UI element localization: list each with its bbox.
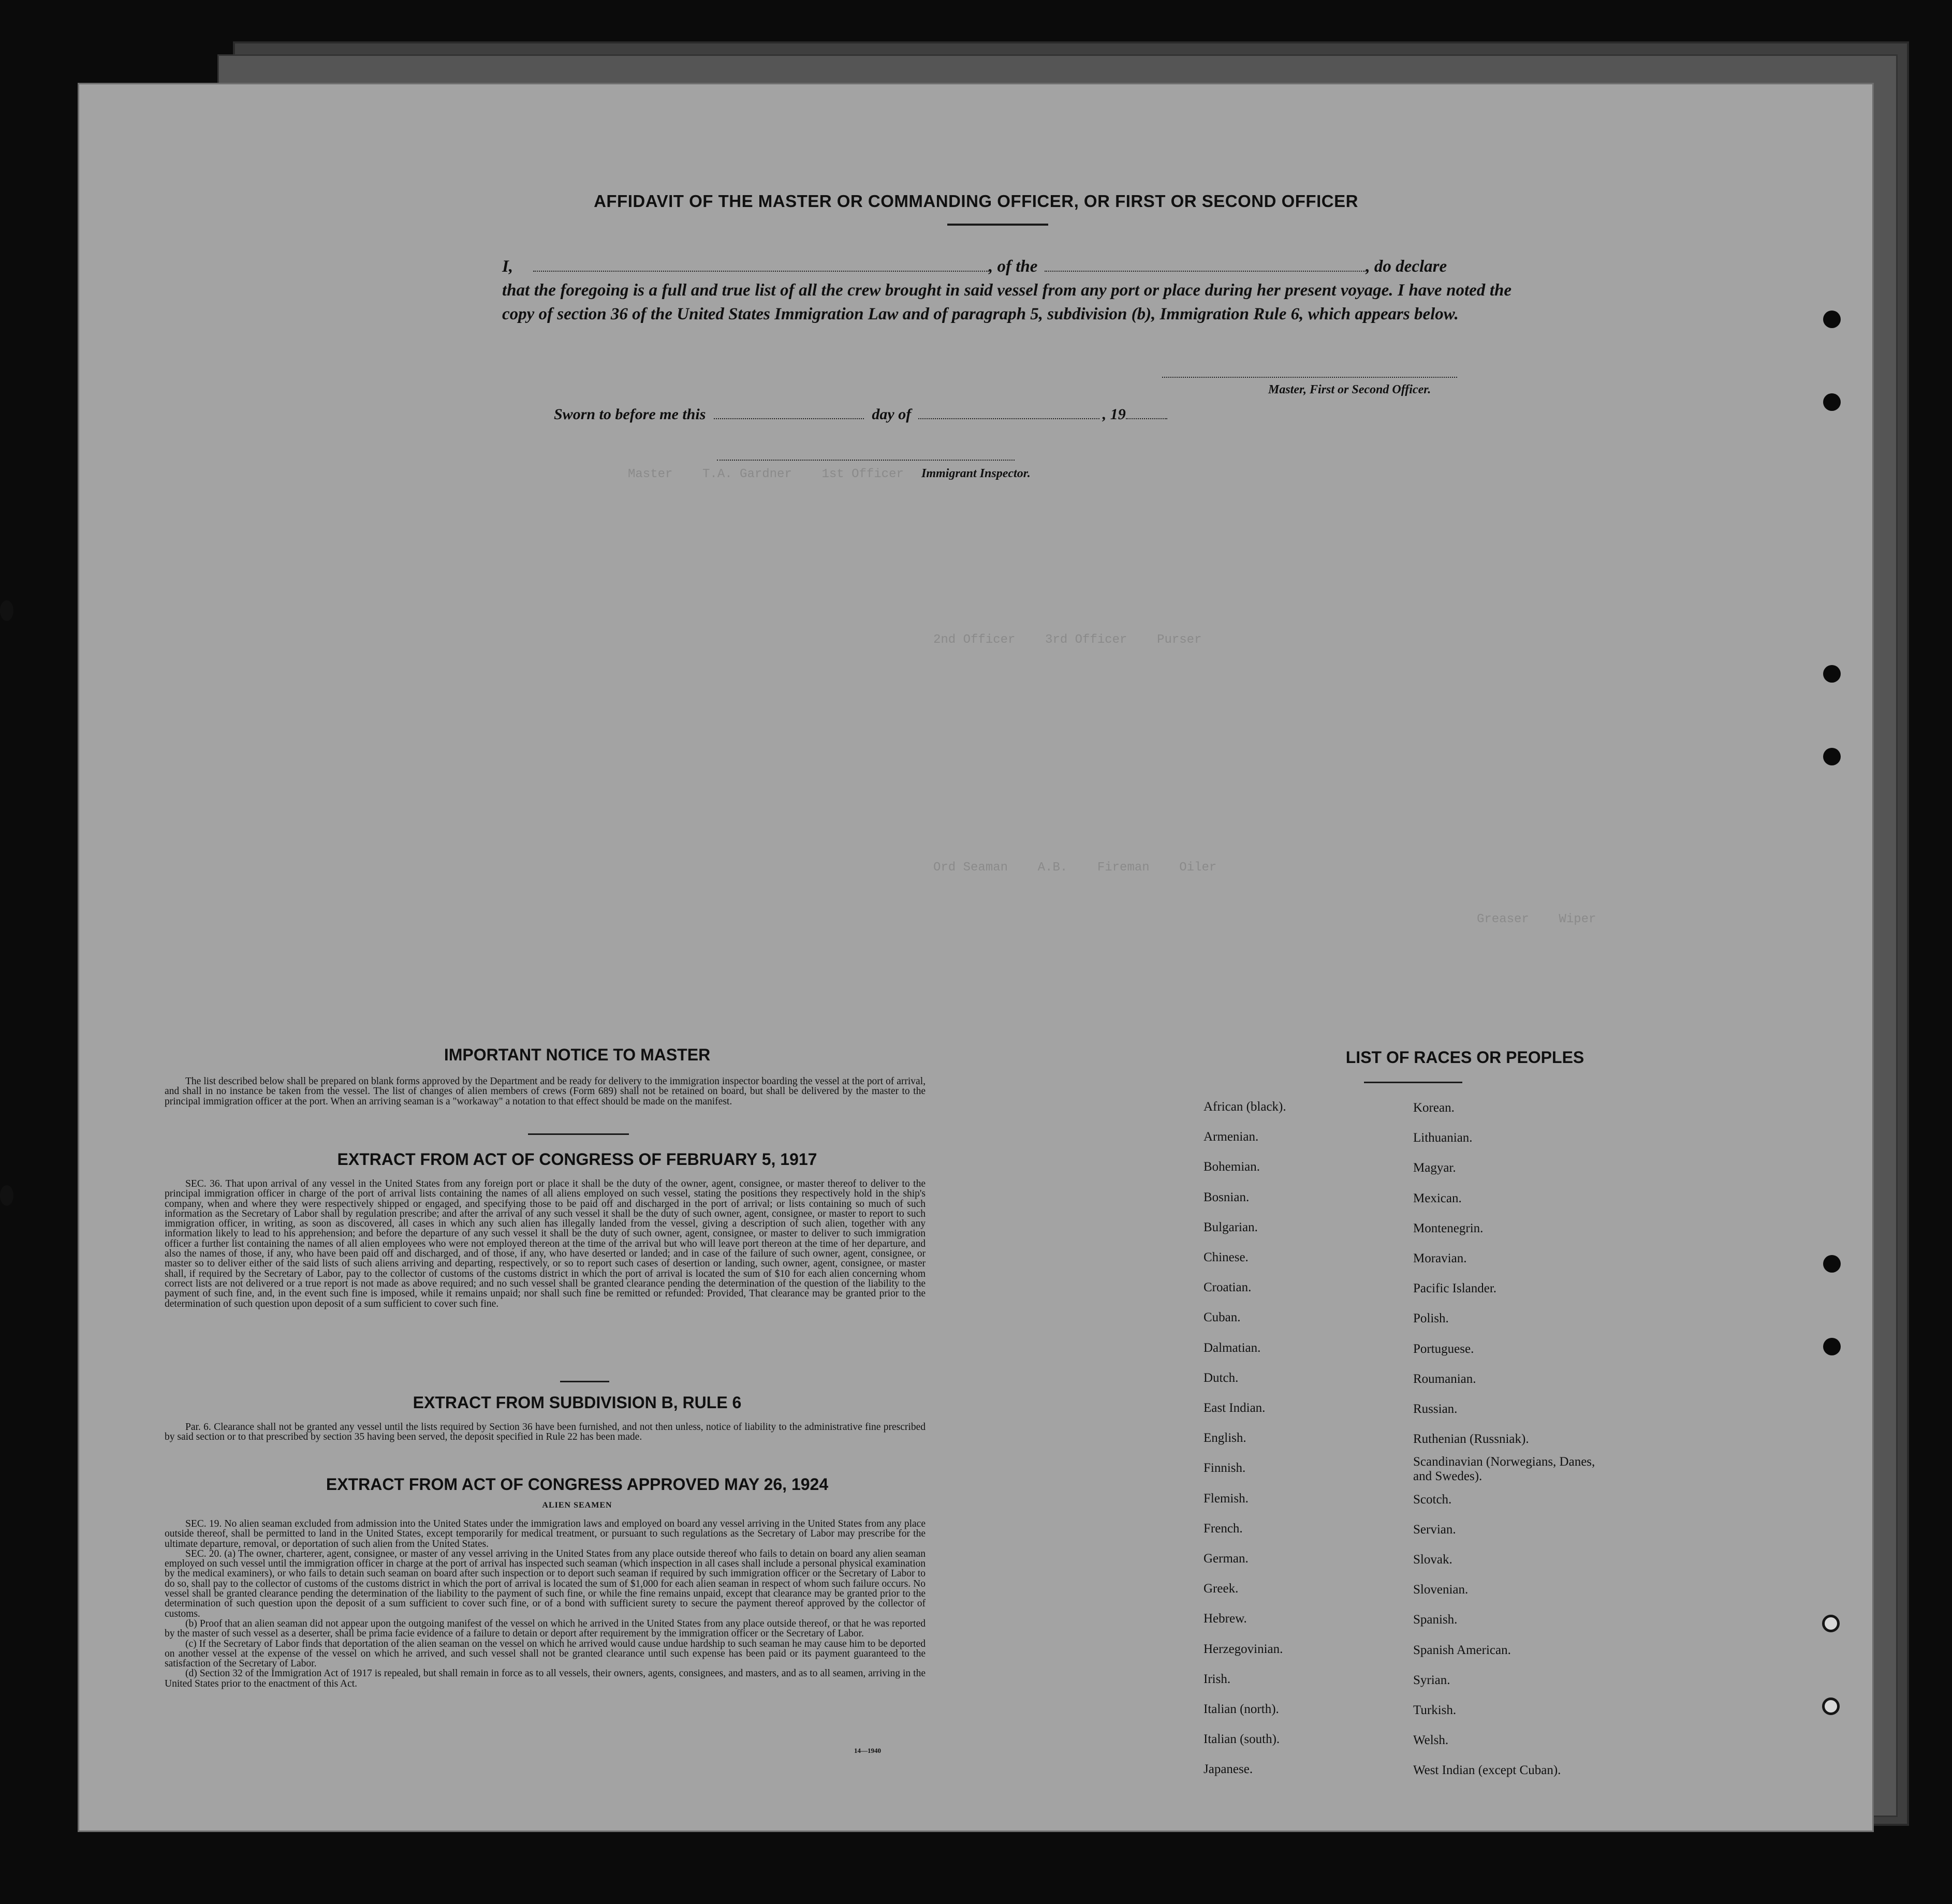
race-item: Cuban. bbox=[1204, 1310, 1241, 1325]
race-item: Servian. bbox=[1413, 1522, 1456, 1537]
race-item: Japanese. bbox=[1204, 1762, 1253, 1777]
race-item: African (black). bbox=[1204, 1100, 1286, 1114]
race-item: Bohemian. bbox=[1204, 1160, 1260, 1174]
race-item: Italian (south). bbox=[1204, 1732, 1280, 1747]
sworn-label: Sworn to before me this bbox=[554, 406, 706, 423]
affidavit-text-block bbox=[502, 255, 1511, 326]
race-item: Roumanian. bbox=[1413, 1371, 1476, 1386]
alien-seamen-subtitle: ALIEN SEAMEN bbox=[542, 1501, 612, 1510]
punch-hole bbox=[1822, 1615, 1840, 1632]
race-item: West Indian (except Cuban). bbox=[1413, 1763, 1561, 1778]
race-item: Italian (north). bbox=[1204, 1702, 1279, 1716]
extract-rule6-text: Par. 6. Clearance shall not be granted any vessel until the lists required by Section 36 have been furnished, and not then unless, notice of liability to the administrative fine prescribed by said section or to that prescribed by section 35 having been served, the deposit specified in Rule 22 has been made. bbox=[165, 1422, 926, 1443]
race-item: Bosnian. bbox=[1204, 1190, 1250, 1204]
race-item: English. bbox=[1204, 1431, 1246, 1445]
year-label: , 19 bbox=[1102, 406, 1126, 423]
race-item: Mexican. bbox=[1413, 1191, 1462, 1205]
punch-hole bbox=[1823, 311, 1841, 328]
punch-hole bbox=[0, 600, 13, 621]
signature-line[interactable] bbox=[1162, 377, 1457, 378]
day-blank[interactable] bbox=[714, 418, 864, 419]
form-number: 14—1940 bbox=[854, 1747, 881, 1754]
inspector-caption: Immigrant Inspector. bbox=[921, 467, 1031, 480]
extract-rule6-title: EXTRACT FROM SUBDIVISION B, RULE 6 bbox=[413, 1393, 742, 1412]
race-item: Flemish. bbox=[1204, 1491, 1249, 1506]
signature-caption: Master, First or Second Officer. bbox=[1268, 383, 1431, 396]
race-item: Herzegovinian. bbox=[1204, 1642, 1283, 1656]
race-item: Moravian. bbox=[1413, 1251, 1467, 1265]
bleed-through: 2nd Officer 3rd Officer Purser bbox=[933, 633, 1202, 647]
race-item: Croatian. bbox=[1204, 1280, 1252, 1295]
race-item: Scandinavian (Norwegians, Danes, and Swedes). bbox=[1413, 1455, 1595, 1484]
divider bbox=[1364, 1082, 1462, 1083]
sec-20a-paragraph: SEC. 20. (a) The owner, charterer, agent, consignee, or master of any vessel arriving in the United States from any place outside thereof who fails to detain on board any alien seaman employed on such vessel until the immigration officer in charge at the port of arrival has inspected such seaman (which inspection in all cases shall include a personal physical examination by the medical examiners), or who fails to detain such seaman on board after such inspection or to deport such seaman if required by such immigration officer or the Secretary of Labor to do so, shall pay to the collector of customs of the customs district in which the port of arrival is located the sum of $1,000 for each alien seaman in respect of whom such failure occurs. No vessel shall be granted clearance pending the determination of the liability to the payment of such fine, or while the fine remains unpaid, except that clearance may be granted prior to the determination of such question upon the deposit of a sum sufficient to cover such fine, or of a bond with sufficient surety to secure the payment thereof approved by the collector of customs. bbox=[165, 1548, 926, 1619]
race-item: Armenian. bbox=[1204, 1130, 1259, 1144]
bleed-through: Ord Seaman A.B. Fireman Oiler bbox=[933, 861, 1217, 875]
punch-hole bbox=[1823, 748, 1841, 765]
affidavit-text: that the foregoing is a full and true list of all the crew brought in said vessel from any port or place during her present voyage. I have noted the copy of section 36 of the United States Immigration Law and of paragraph 5, subdivision (b), Immigration Rule 6, which appears below. bbox=[502, 281, 1511, 323]
race-item: Chinese. bbox=[1204, 1250, 1249, 1264]
race-item: Bulgarian. bbox=[1204, 1220, 1258, 1234]
sec-19-paragraph: SEC. 19. No alien seaman excluded from admission into the United States under the immigration laws and employed on board any vessel arriving in the United States from any place outside thereof, shall be permitted to land in the United States, except temporarily for medical treatment, or pursuant to such regulations as the Secretary of Labor may prescribe for the ultimate departure, removal, or deportation of such alien from the United States. bbox=[165, 1518, 926, 1549]
sec-20c-paragraph: (c) If the Secretary of Labor finds that deportation of the alien seaman on the vessel on which he arrived would cause undue hardship to such seaman he may cause him to be deported on another vessel at the expense of the vessel on which he arrived, and such vessel shall not be granted clearance until such expense has been paid or its payment guaranteed to the satisfaction of the Secretary of Labor. bbox=[165, 1638, 926, 1670]
race-item: German. bbox=[1204, 1552, 1249, 1566]
race-item: Welsh. bbox=[1413, 1733, 1449, 1748]
extract-1924-body bbox=[165, 1519, 926, 1689]
race-item: Slovenian. bbox=[1413, 1583, 1469, 1597]
race-item: Portuguese. bbox=[1413, 1341, 1474, 1356]
divider bbox=[947, 224, 1048, 226]
race-item: Magyar. bbox=[1413, 1161, 1456, 1175]
punch-hole bbox=[1822, 1698, 1840, 1715]
race-item: Korean. bbox=[1413, 1101, 1455, 1115]
race-item: Finnish. bbox=[1204, 1461, 1246, 1475]
race-item: Dalmatian. bbox=[1204, 1340, 1261, 1355]
month-blank[interactable] bbox=[918, 418, 1099, 419]
race-item: Polish. bbox=[1413, 1311, 1449, 1326]
race-item: Russian. bbox=[1413, 1402, 1458, 1416]
of-the-label: , of the bbox=[989, 257, 1038, 276]
bleed-through: Greaser Wiper bbox=[1477, 912, 1596, 926]
race-item: Scotch. bbox=[1413, 1492, 1452, 1507]
race-item: Greek. bbox=[1204, 1582, 1239, 1596]
race-item: Irish. bbox=[1204, 1672, 1231, 1686]
punch-hole bbox=[1823, 393, 1841, 411]
notice-text: The list described below shall be prepared on blank forms approved by the Department and be ready for delivery to the immigration inspector boarding the vessel at the port of arrival, and shall in no instance be taken from the vessel. The list of changes of alien members of crews (Form 689) shall not be retained on board, but shall be delivered by the master to the principal immigration officer at the port. When an arriving seaman is a "workaway" a notation to that effect should be made on the manifest. bbox=[165, 1076, 926, 1107]
race-item: Pacific Islander. bbox=[1413, 1281, 1497, 1296]
punch-hole bbox=[1823, 1255, 1841, 1273]
punch-hole bbox=[1823, 1338, 1841, 1355]
race-item: East Indian. bbox=[1204, 1401, 1266, 1415]
year-blank[interactable] bbox=[1126, 418, 1167, 419]
divider bbox=[528, 1133, 629, 1135]
i-label: I, bbox=[502, 257, 513, 276]
race-item: Spanish American. bbox=[1413, 1643, 1511, 1657]
sworn-line bbox=[554, 406, 1167, 423]
races-title: LIST OF RACES OR PEOPLES bbox=[1345, 1048, 1584, 1067]
race-item: Turkish. bbox=[1413, 1703, 1457, 1717]
punch-hole bbox=[0, 1185, 13, 1206]
sec-20d-paragraph: (d) Section 32 of the Immigration Act of 1917 is repealed, but shall remain in force as to all vessels, their owners, agents, consignees, and masters, and as to all seamen, arriving in the United States prior to the enactment of this Act. bbox=[165, 1668, 926, 1689]
extract-1917-text: SEC. 36. That upon arrival of any vessel in the United States from any foreign port or place it shall be the duty of the owner, agent, consignee, or master thereof to deliver to the principal immigration officer in charge of the port of arrival lists containing the names of all aliens employed on such vessel, stating the positions they respectively hold in the ship's company, when and where they were respectively shipped or engaged, and specifying those to be paid off and discharged in the port of arrival; or lists containing so much of such information as the Secretary of Labor shall by regulation prescribe; and after the arrival of any such vessel it shall be the duty of such owner, agent, consignee, or master to report to such immigration officer, in writing, as soon as discovered, all cases in which any such alien has illegally landed from the vessel, giving a description of such alien, together with any information likely to lead to his apprehension; and before the departure of any such vessel it shall be the duty of such owner, agent, consignee, or master to deliver to such immigration officer a further list containing the names of all alien employees who were not employed thereon at the time of the arrival but who will leave port thereon at the time of her departure, and also the names of those, if any, who have been paid off and discharged, and of those, if any, who have deserted or landed; and in case of the failure of such owner, agent, consignee, or master so to deliver either of the said lists of such aliens arriving and departing, respectively, or so to report such cases of desertion or landing, such owner, agent, consignee, or master shall, if required by the Secretary of Labor, pay to the collector of customs of the customs district in which the port of arrival is located the sum of $10 for each alien concerning whom correct lists are not delivered or a true report is not made as above required; and no such vessel shall be granted clearance pending the determination of the question of the liability to the payment of such fine, and, in the event such fine is imposed, while it remains unpaid; nor shall such fine be remitted or refunded: Provided, That clearance may be granted prior to the determination of such question upon deposit of a sum sufficient to cover such fine. bbox=[165, 1178, 926, 1309]
do-declare-label: , do declare bbox=[1366, 257, 1447, 276]
affidavit-first-line bbox=[502, 255, 1511, 278]
vessel-blank[interactable] bbox=[1045, 271, 1366, 272]
notice-title: IMPORTANT NOTICE TO MASTER bbox=[444, 1045, 711, 1064]
extract-1924-title: EXTRACT FROM ACT OF CONGRESS APPROVED MAY 26, 1924 bbox=[326, 1475, 829, 1494]
race-item: Ruthenian (Russniak). bbox=[1413, 1432, 1529, 1447]
day-of-label: day of bbox=[872, 406, 912, 423]
race-item: French. bbox=[1204, 1521, 1243, 1536]
race-item: Syrian. bbox=[1413, 1673, 1450, 1687]
inspector-line[interactable] bbox=[717, 460, 1015, 461]
race-item: Dutch. bbox=[1204, 1370, 1239, 1385]
sec-20b-paragraph: (b) Proof that an alien seaman did not appear upon the outgoing manifest of the vessel on which he arrived in the United States from any place outside thereof, or that he was reported by the master of such vessel as a deserter, shall be prima facie evidence of a failure to detain or deport after requirement by the immigration officer or the Secretary of Labor. bbox=[165, 1618, 926, 1640]
race-item: Montenegrin. bbox=[1413, 1221, 1484, 1235]
affidavit-title: AFFIDAVIT OF THE MASTER OR COMMANDING OFFICER, OR FIRST OR SECOND OFFICER bbox=[594, 191, 1358, 211]
race-item: Spanish. bbox=[1413, 1613, 1458, 1627]
race-item: Hebrew. bbox=[1204, 1612, 1247, 1626]
race-item: Slovak. bbox=[1413, 1553, 1452, 1567]
race-item: Lithuanian. bbox=[1413, 1131, 1473, 1145]
extract-1917-title: EXTRACT FROM ACT OF CONGRESS OF FEBRUARY 5, 1917 bbox=[337, 1150, 817, 1169]
divider bbox=[560, 1381, 609, 1382]
bleed-through: Master T.A. Gardner 1st Officer bbox=[628, 467, 904, 481]
punch-hole bbox=[1823, 665, 1841, 683]
name-blank[interactable] bbox=[533, 271, 989, 272]
